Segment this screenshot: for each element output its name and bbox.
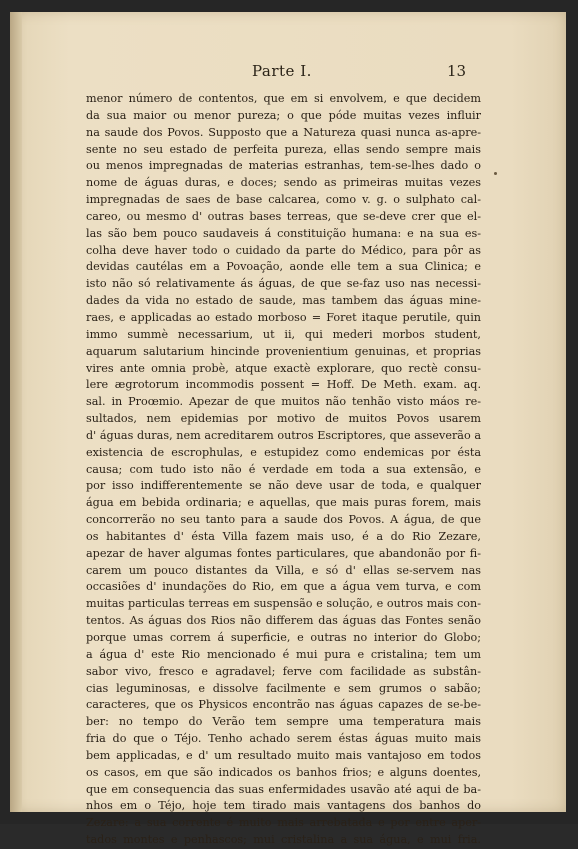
text-line: devidas cautélas em a Povoação, aonde elle tem a sua Clinica; e <box>86 260 481 274</box>
running-title: Parte I. <box>252 62 312 80</box>
text-line: las são bem pouco saudaveis á constituição humana: e na sua es- <box>86 226 481 240</box>
text-line: a água d' este Rio mencionado é mui pura e cristalina; tem um <box>86 647 481 661</box>
text-line: bem applicadas, e d' um resultado muito mais vantajoso em todos <box>86 748 481 762</box>
text-line: dades da vida no estado de saude, mas tambem das águas mine- <box>86 294 481 308</box>
text-line: careo, ou mesmo d' outras bases terreas, que se-deve crer que el- <box>86 209 481 223</box>
text-line: existencia de escrophulas, e estupidez como endemicas por ésta <box>86 445 481 459</box>
text-line: impregnadas de saes de base calcarea, como v. g. o sulphato cal- <box>86 193 481 207</box>
text-line: sabor vivo, fresco e agradavel; ferve com facilidade as substân- <box>86 664 481 678</box>
text-line: nhos em o Téjo, hoje tem tirado mais vantagens dos banhos do <box>86 799 481 813</box>
paper-speck <box>494 172 497 175</box>
text-line: aquarum salutarium hincinde provenientium genuinas, et proprias <box>86 344 481 358</box>
text-line: carem um pouco distantes da Villa, e só d' ellas se-servem nas <box>86 563 481 577</box>
text-line: sente no seu estado de perfeita pureza, ellas sendo sempre mais <box>86 142 481 156</box>
text-line: vires ante omnia probè, atque exactè explorare, quo rectè consu- <box>86 361 481 375</box>
text-line: nome de águas duras, e doces; sendo as primeiras muitas vezes <box>86 176 481 190</box>
text-line: sultados, nem epidemias por motivo de muitos Povos usarem <box>86 412 481 426</box>
text-line: isto não só relativamente ás águas, de que se-faz uso nas necessi- <box>86 277 481 291</box>
text-line: cias leguminosas, e dissolve facilmente e sem grumos o sabão; <box>86 681 481 695</box>
text-line: Zezare: a sua corrente é muito mais arrebatada e por entre aper- <box>86 816 481 830</box>
text-line: causa; com tudo isto não é verdade em toda a sua extensão, e <box>86 462 481 476</box>
text-line: ber: no tempo do Verão tem sempre uma temperatura mais <box>86 715 481 729</box>
page-gutter <box>10 12 22 812</box>
text-line: por isso indifferentemente se não deve usar de toda, e qualquer <box>86 479 481 493</box>
text-line: occasiões d' inundações do Rio, em que a água vem turva, e com <box>86 580 481 594</box>
text-line: caracteres, que os Physicos encontrão nas águas capazes de se-be- <box>86 698 481 712</box>
text-line: os habitantes d' ésta Villa fazem mais uso, é a do Rio Zezare, <box>86 529 481 543</box>
text-line: concorrerão no seu tanto para a saude dos Povos. A água, de que <box>86 513 481 527</box>
book-page <box>10 12 566 847</box>
text-line: d' águas duras, nem acreditarem outros Escriptores, que asseverão a <box>86 428 481 442</box>
text-line: colha deve haver todo o cuidado da parte do Médico, para pôr as <box>86 243 481 257</box>
text-line: fria do que o Téjo. Tenho achado serem éstas águas muito mais <box>86 732 481 746</box>
page-number: 13 <box>447 62 467 80</box>
text-line: que em consequencia das suas enfermidades usavão até aqui de ba- <box>86 782 481 796</box>
text-line: sal. in Proœmio. Apezar de que muitos não tenhão visto máos re- <box>86 395 481 409</box>
text-line: raes, e applicadas ao estado morboso = Foret itaque perutile, quin <box>86 310 481 324</box>
text-line: lere ægrotorum incommodis possent = Hoff. De Meth. exam. aq. <box>86 378 481 392</box>
text-line: immo summè necessarium, ut ii, qui mederi morbos student, <box>86 327 481 341</box>
page-header <box>10 62 566 84</box>
body-text <box>86 91 481 849</box>
text-line: menor número de contentos, que em si envolvem, e que decidem <box>86 92 481 105</box>
text-line: ou menos impregnadas de materias estranhas, tem-se-lhes dado o <box>86 159 481 173</box>
text-line: tentos. As águas dos Rios não differem das águas das Fontes senão <box>86 614 481 628</box>
text-line: tados montes e penhascos; mui cristalina a sua água, e mui fria. <box>86 833 481 847</box>
text-line: apezar de haver algumas fontes particulares, que abandonão por fi- <box>86 546 481 560</box>
text-line: água em bebida ordinaria; e aquellas, que mais puras forem, mais <box>86 496 481 510</box>
text-line: porque umas correm á superficie, e outras no interior do Globo; <box>86 631 481 644</box>
text-line: na saude dos Povos. Supposto que a Natureza quasi nunca as-apre- <box>86 125 481 139</box>
text-line: os casos, em que são indicados os banhos frios; e alguns doentes, <box>86 765 481 779</box>
text-line: muitas particulas terreas em suspensão e solução, e outros mais con- <box>86 597 481 611</box>
text-line: da sua maior ou menor pureza; o que póde muitas vezes influir <box>86 108 481 122</box>
